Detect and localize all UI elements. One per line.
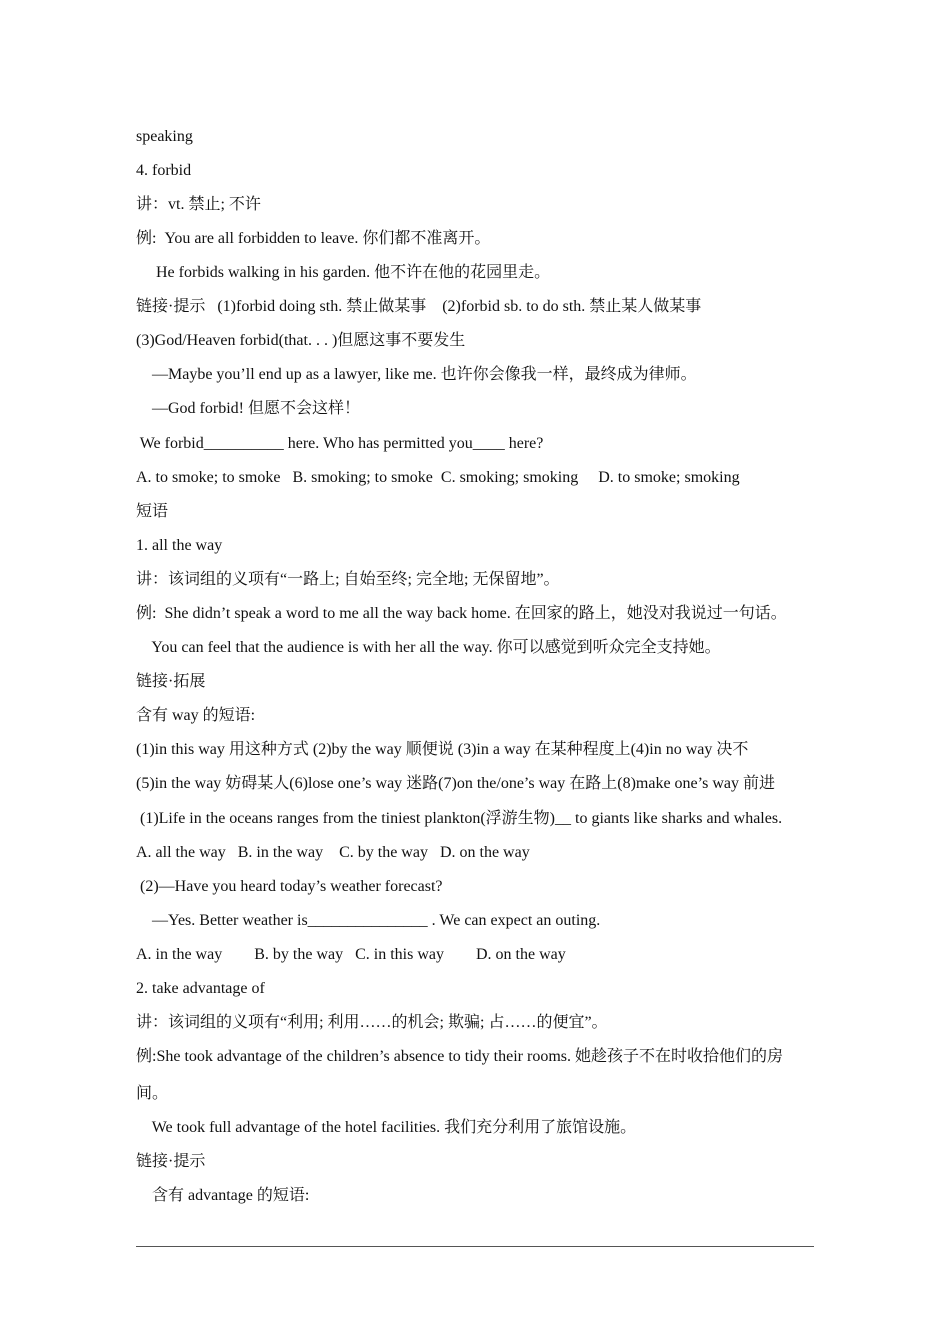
- text-line: You can feel that the audience is with her all the way. 你可以感觉到听众完全支持她。: [136, 639, 721, 656]
- footer-divider: [136, 1246, 814, 1247]
- text-line: —God forbid! 但愿不会这样！: [136, 400, 360, 417]
- text-line: (3)God/Heaven forbid(that. . . )但愿这事不要发生: [136, 332, 466, 349]
- text-line: —Maybe you’ll end up as a lawyer, like me. 也许你会像我一样，最终成为律师。: [136, 366, 697, 383]
- text-line: 间。: [136, 1085, 169, 1102]
- text-line: 链接·拓展: [136, 673, 206, 690]
- text-line: 讲：该词组的义项有“利用; 利用……的机会; 欺骗; 占……的便宜”。: [136, 1014, 608, 1031]
- text-line: (5)in the way 妨碍某人(6)lose one’s way 迷路(7)on the/one’s way 在路上(8)make one’s way 前进: [136, 775, 775, 792]
- section-heading: 短语: [136, 503, 169, 520]
- exercise-question: (2)—Have you heard today’s weather forecast?: [136, 878, 443, 895]
- text-line: (1)in this way 用这种方式 (2)by the way 顺便说 (3)in a way 在某种程度上(4)in no way 决不: [136, 741, 749, 758]
- section-heading: 1. all the way: [136, 537, 223, 554]
- text-line: 链接·提示 (1)forbid doing sth. 禁止做某事 (2)forbid sb. to do sth. 禁止某人做某事: [136, 298, 702, 315]
- text-line: We took full advantage of the hotel facilities. 我们充分利用了旅馆设施。: [136, 1119, 637, 1136]
- exercise-options: A. to smoke; to smoke B. smoking; to smoke C. smoking; smoking D. to smoke; smoking: [136, 469, 740, 486]
- exercise-options: A. all the way B. in the way C. by the way D. on the way: [136, 844, 530, 861]
- section-heading: 2. take advantage of: [136, 980, 265, 997]
- exercise-question: We forbid__________ here. Who has permitted you____ here?: [136, 435, 544, 452]
- exercise-question: —Yes. Better weather is_______________ . We can expect an outing.: [136, 912, 601, 929]
- text-line: 含有 way 的短语:: [136, 707, 256, 724]
- text-line: 例:She took advantage of the children’s absence to tidy their rooms. 她趁孩子不在时收拾他们的房: [136, 1048, 784, 1065]
- section-heading: 4. forbid: [136, 162, 192, 179]
- exercise-options: A. in the way B. by the way C. in this way D. on the way: [136, 946, 566, 963]
- text-line: speaking: [136, 128, 193, 145]
- text-line: 例: You are all forbidden to leave. 你们都不准离开。: [136, 230, 491, 247]
- text-line: 讲：该词组的义项有“一路上; 自始至终; 完全地; 无保留地”。: [136, 571, 560, 588]
- text-line: 链接·提示: [136, 1153, 206, 1170]
- text-line: 例: She didn’t speak a word to me all the way back home. 在回家的路上，她没对我说过一句话。: [136, 605, 787, 622]
- text-line: 含有 advantage 的短语:: [136, 1187, 310, 1204]
- text-line: He forbids walking in his garden. 他不许在他的花园里走。: [136, 264, 551, 281]
- exercise-question: (1)Life in the oceans ranges from the tiniest plankton(浮游生物)__ to giants like sharks and whales.: [136, 810, 783, 827]
- text-line: 讲：vt. 禁止; 不许: [136, 196, 261, 213]
